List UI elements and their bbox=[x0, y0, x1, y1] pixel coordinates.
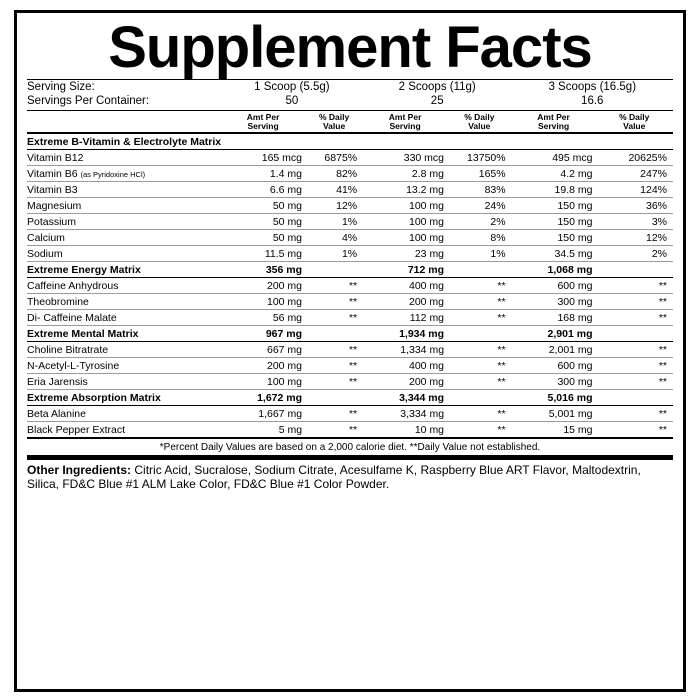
ingredient-name: Potassium bbox=[27, 214, 221, 230]
dv-2: ** bbox=[447, 422, 512, 439]
ingredient-name: Vitamin B6 (as Pyridoxine HCl) bbox=[27, 166, 221, 182]
group-total-3: 5,016 mg bbox=[512, 390, 596, 406]
ingredient-name: Magnesium bbox=[27, 198, 221, 214]
amount-3: 2,001 mg bbox=[512, 342, 596, 358]
amount-1: 100 mg bbox=[221, 294, 305, 310]
table-row bbox=[27, 342, 673, 358]
table-row bbox=[27, 150, 673, 166]
amount-3: 600 mg bbox=[512, 278, 596, 294]
amount-2: 1,334 mg bbox=[363, 342, 447, 358]
table-row bbox=[27, 166, 673, 182]
group-name: Extreme Mental Matrix bbox=[27, 326, 221, 342]
amount-2: 10 mg bbox=[363, 422, 447, 439]
group-name: Extreme Absorption Matrix bbox=[27, 390, 221, 406]
dv-1: 41% bbox=[305, 182, 363, 198]
group-total-1 bbox=[221, 133, 305, 150]
group-row bbox=[27, 133, 673, 150]
amount-3: 168 mg bbox=[512, 310, 596, 326]
serving-size-label: Serving Size: bbox=[27, 81, 95, 93]
dv-3: 20625% bbox=[596, 150, 674, 166]
table-row bbox=[27, 214, 673, 230]
other-ingredients-text: Citric Acid, Sucralose, Sodium Citrate, Acesulfame K, Raspberry Blue ART Flavor, Maltodextrin, Silica, FD&C Blue #1 ALM Lake Color, FD&C Blue #1 Color Powder. bbox=[27, 463, 641, 491]
table-row bbox=[27, 230, 673, 246]
nutrition-table bbox=[27, 111, 673, 439]
ingredient-name: N-Acetyl-L-Tyrosine bbox=[27, 358, 221, 374]
amount-3: 34.5 mg bbox=[512, 246, 596, 262]
ingredient-name: Caffeine Anhydrous bbox=[27, 278, 221, 294]
amount-2: 2.8 mg bbox=[363, 166, 447, 182]
serving-size-dose-3: 3 Scoops (16.5g) bbox=[548, 81, 637, 93]
group-total-2: 1,934 mg bbox=[363, 326, 447, 342]
group-dv-3 bbox=[596, 262, 674, 278]
dv-3: ** bbox=[596, 310, 674, 326]
dv-1: 82% bbox=[305, 166, 363, 182]
dv-2: 8% bbox=[447, 230, 512, 246]
group-name: Extreme Energy Matrix bbox=[27, 262, 221, 278]
dv-3: 3% bbox=[596, 214, 674, 230]
amount-2: 100 mg bbox=[363, 214, 447, 230]
ingredient-name: Vitamin B3 bbox=[27, 182, 221, 198]
group-total-3: 1,068 mg bbox=[512, 262, 596, 278]
group-dv-2 bbox=[447, 326, 512, 342]
amount-1: 50 mg bbox=[221, 230, 305, 246]
amount-2: 13.2 mg bbox=[363, 182, 447, 198]
group-name: Extreme B-Vitamin & Electrolyte Matrix bbox=[27, 133, 221, 150]
amount-3: 19.8 mg bbox=[512, 182, 596, 198]
amount-1: 5 mg bbox=[221, 422, 305, 439]
dv-1: ** bbox=[305, 374, 363, 390]
amount-2: 3,334 mg bbox=[363, 406, 447, 422]
group-row bbox=[27, 262, 673, 278]
amount-1: 100 mg bbox=[221, 374, 305, 390]
ingredient-name: Black Pepper Extract bbox=[27, 422, 221, 439]
amount-1: 50 mg bbox=[221, 198, 305, 214]
header-amount-1: Amt Per Serving bbox=[246, 111, 280, 131]
group-total-1: 967 mg bbox=[221, 326, 305, 342]
dv-2: ** bbox=[447, 374, 512, 390]
group-dv-1 bbox=[305, 262, 363, 278]
dv-3: 124% bbox=[596, 182, 674, 198]
amount-1: 1,667 mg bbox=[221, 406, 305, 422]
table-row bbox=[27, 422, 673, 439]
amount-1: 11.5 mg bbox=[221, 246, 305, 262]
dv-2: ** bbox=[447, 342, 512, 358]
servings-per-container-3: 16.6 bbox=[581, 95, 604, 107]
group-total-3 bbox=[512, 133, 596, 150]
amount-2: 23 mg bbox=[363, 246, 447, 262]
dv-3: ** bbox=[596, 342, 674, 358]
serving-table bbox=[27, 80, 673, 108]
group-dv-2 bbox=[447, 390, 512, 406]
amount-2: 200 mg bbox=[363, 294, 447, 310]
group-dv-3 bbox=[596, 390, 674, 406]
ingredient-name: Theobromine bbox=[27, 294, 221, 310]
amount-2: 112 mg bbox=[363, 310, 447, 326]
group-row bbox=[27, 326, 673, 342]
page-title: Supplement Facts bbox=[108, 15, 592, 80]
dv-1: ** bbox=[305, 310, 363, 326]
group-total-2 bbox=[363, 133, 447, 150]
dv-2: 1% bbox=[447, 246, 512, 262]
dv-2: ** bbox=[447, 406, 512, 422]
group-total-2: 3,344 mg bbox=[363, 390, 447, 406]
dv-3: 12% bbox=[596, 230, 674, 246]
servings-per-container-label: Servings Per Container: bbox=[27, 95, 150, 107]
servings-per-container-2: 25 bbox=[430, 95, 444, 107]
dv-1: 1% bbox=[305, 246, 363, 262]
ingredient-name: Calcium bbox=[27, 230, 221, 246]
table-row bbox=[27, 246, 673, 262]
amount-3: 15 mg bbox=[512, 422, 596, 439]
dv-1: 4% bbox=[305, 230, 363, 246]
amount-3: 150 mg bbox=[512, 230, 596, 246]
footnote: *Percent Daily Values are based on a 2,000 calorie diet. **Daily Value not established. bbox=[159, 442, 541, 453]
dv-1: ** bbox=[305, 342, 363, 358]
dv-2: ** bbox=[447, 310, 512, 326]
group-dv-2 bbox=[447, 262, 512, 278]
table-row bbox=[27, 358, 673, 374]
label-frame bbox=[14, 10, 686, 692]
amount-1: 56 mg bbox=[221, 310, 305, 326]
dv-3: ** bbox=[596, 422, 674, 439]
dv-3: ** bbox=[596, 374, 674, 390]
header-dv-1: % Daily Value bbox=[318, 111, 350, 131]
group-total-1: 1,672 mg bbox=[221, 390, 305, 406]
amount-2: 330 mcg bbox=[363, 150, 447, 166]
ingredient-name: Eria Jarensis bbox=[27, 374, 221, 390]
header-dv-2: % Daily Value bbox=[464, 111, 495, 131]
dv-3: 36% bbox=[596, 198, 674, 214]
amount-3: 600 mg bbox=[512, 358, 596, 374]
amount-3: 4.2 mg bbox=[512, 166, 596, 182]
amount-3: 5,001 mg bbox=[512, 406, 596, 422]
dv-3: ** bbox=[596, 358, 674, 374]
dv-2: 83% bbox=[447, 182, 512, 198]
amount-3: 300 mg bbox=[512, 374, 596, 390]
group-total-2: 712 mg bbox=[363, 262, 447, 278]
ingredient-name: Vitamin B12 bbox=[27, 150, 221, 166]
serving-size-dose-2: 2 Scoops (11g) bbox=[398, 81, 476, 93]
dv-1: ** bbox=[305, 422, 363, 439]
dv-2: ** bbox=[447, 358, 512, 374]
dv-1: ** bbox=[305, 406, 363, 422]
amount-1: 200 mg bbox=[221, 278, 305, 294]
dv-3: ** bbox=[596, 278, 674, 294]
group-dv-1 bbox=[305, 133, 363, 150]
dv-2: 165% bbox=[447, 166, 512, 182]
table-row bbox=[27, 294, 673, 310]
table-row bbox=[27, 406, 673, 422]
amount-2: 100 mg bbox=[363, 198, 447, 214]
dv-2: ** bbox=[447, 294, 512, 310]
header-dv-3: % Daily Value bbox=[619, 111, 650, 131]
amount-3: 300 mg bbox=[512, 294, 596, 310]
amount-2: 200 mg bbox=[363, 374, 447, 390]
dv-1: 1% bbox=[305, 214, 363, 230]
dv-3: ** bbox=[596, 406, 674, 422]
header-blank bbox=[27, 111, 221, 133]
group-total-3: 2,901 mg bbox=[512, 326, 596, 342]
ingredient-name: Di- Caffeine Malate bbox=[27, 310, 221, 326]
header-amount-2: Amt Per Serving bbox=[388, 111, 422, 131]
amount-1: 667 mg bbox=[221, 342, 305, 358]
dv-1: ** bbox=[305, 358, 363, 374]
dv-3: 247% bbox=[596, 166, 674, 182]
dv-3: 2% bbox=[596, 246, 674, 262]
dv-2: 2% bbox=[447, 214, 512, 230]
amount-3: 150 mg bbox=[512, 198, 596, 214]
dv-2: ** bbox=[447, 278, 512, 294]
group-dv-3 bbox=[596, 326, 674, 342]
table-row bbox=[27, 310, 673, 326]
amount-2: 400 mg bbox=[363, 278, 447, 294]
group-total-1: 356 mg bbox=[221, 262, 305, 278]
table-row bbox=[27, 182, 673, 198]
ingredient-name: Choline Bitratrate bbox=[27, 342, 221, 358]
dv-1: ** bbox=[305, 294, 363, 310]
amount-1: 200 mg bbox=[221, 358, 305, 374]
amount-1: 165 mcg bbox=[221, 150, 305, 166]
ingredient-name: Sodium bbox=[27, 246, 221, 262]
group-dv-2 bbox=[447, 133, 512, 150]
other-ingredients-label: Other Ingredients: bbox=[27, 463, 132, 477]
serving-size-dose-1: 1 Scoop (5.5g) bbox=[254, 81, 330, 93]
group-row bbox=[27, 390, 673, 406]
group-dv-1 bbox=[305, 390, 363, 406]
header-amount-3: Amt Per Serving bbox=[537, 111, 570, 131]
table-row bbox=[27, 374, 673, 390]
amount-3: 495 mcg bbox=[512, 150, 596, 166]
other-ingredients-block bbox=[27, 460, 673, 491]
dv-2: 24% bbox=[447, 198, 512, 214]
serving-size-row bbox=[27, 80, 673, 94]
dv-1: ** bbox=[305, 278, 363, 294]
amount-2: 100 mg bbox=[363, 230, 447, 246]
ingredient-subtext: (as Pyridoxine HCl) bbox=[80, 169, 146, 179]
column-header-row bbox=[27, 111, 673, 133]
amount-1: 50 mg bbox=[221, 214, 305, 230]
servings-per-container-row bbox=[27, 94, 673, 108]
group-dv-3 bbox=[596, 133, 674, 150]
servings-per-container-1: 50 bbox=[285, 95, 299, 107]
amount-2: 400 mg bbox=[363, 358, 447, 374]
table-row bbox=[27, 198, 673, 214]
amount-1: 6.6 mg bbox=[221, 182, 305, 198]
dv-1: 12% bbox=[305, 198, 363, 214]
amount-3: 150 mg bbox=[512, 214, 596, 230]
amount-1: 1.4 mg bbox=[221, 166, 305, 182]
table-row bbox=[27, 278, 673, 294]
ingredient-name: Beta Alanine bbox=[27, 406, 221, 422]
group-dv-1 bbox=[305, 326, 363, 342]
dv-3: ** bbox=[596, 294, 674, 310]
dv-1: 6875% bbox=[305, 150, 363, 166]
dv-2: 13750% bbox=[447, 150, 512, 166]
